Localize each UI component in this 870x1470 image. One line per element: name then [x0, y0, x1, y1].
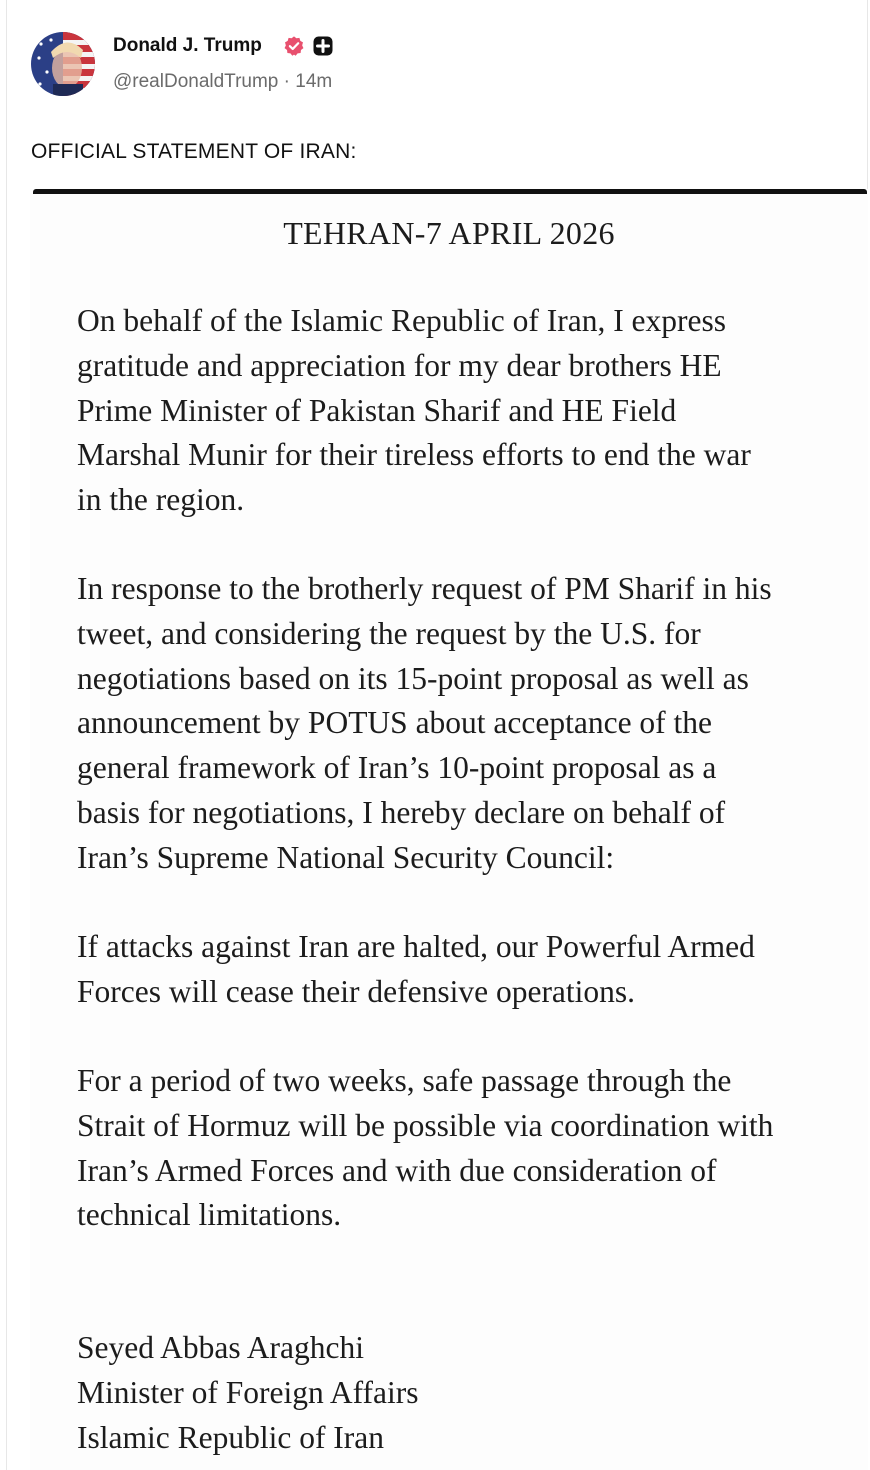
document-top-edge	[33, 189, 867, 194]
statement-image[interactable]	[30, 189, 868, 1470]
document-line: If attacks against Iran are halted, our Powerful Armed	[77, 929, 755, 964]
document-line: In response to the brotherly request of PM Sharif in his	[77, 571, 772, 606]
author-handle[interactable]: @realDonaldTrump	[113, 71, 279, 92]
document-line: technical limitations.	[77, 1197, 342, 1233]
document-title: TEHRAN-7 APRIL 2026	[283, 215, 615, 251]
verified-badge-icon	[283, 35, 305, 57]
document-line: announcement by POTUS about acceptance of the	[77, 705, 713, 741]
author-display-name[interactable]: Donald J. Trump	[113, 35, 262, 56]
signatory-name: Seyed Abbas Araghchi	[77, 1330, 364, 1365]
meta-separator: ·	[283, 71, 290, 92]
document-signature	[77, 1326, 419, 1460]
document-line: Marshal Munir for their tireless efforts to end the war	[77, 437, 751, 473]
plus-badge-icon	[313, 36, 333, 56]
document-line: For a period of two weeks, safe passage through the	[77, 1063, 732, 1098]
document-line: tweet, and considering the request by the U.S. for	[77, 615, 701, 651]
document-paragraph-4	[77, 1059, 773, 1238]
document-paragraph-3	[77, 925, 755, 1015]
document-line: Iran’s Armed Forces and with due consideration of	[77, 1152, 717, 1188]
document-line: Forces will cease their defensive operations.	[77, 973, 636, 1009]
document-line: basis for negotiations, I hereby declare on behalf of	[77, 794, 726, 830]
author-meta	[113, 71, 332, 93]
document-line: Iran’s Supreme National Security Council:	[77, 839, 615, 875]
signatory-title: Minister of Foreign Affairs	[77, 1374, 419, 1410]
document-line: in the region.	[77, 482, 245, 518]
post-text: OFFICIAL STATEMENT OF IRAN:	[31, 140, 357, 163]
author-avatar[interactable]	[31, 32, 95, 96]
avatar-image	[31, 32, 95, 96]
signatory-country: Islamic Republic of Iran	[77, 1419, 385, 1455]
document-line: On behalf of the Islamic Republic of Iran, I express	[77, 303, 727, 338]
document-paragraph-1	[77, 299, 751, 523]
document-line: Strait of Hormuz will be possible via coordination with	[77, 1107, 774, 1143]
document-line: general framework of Iran’s 10-point proposal as a	[77, 750, 717, 786]
document-line: negotiations based on its 15-point proposal as well as	[77, 660, 749, 696]
document-line: gratitude and appreciation for my dear brothers HE	[77, 347, 722, 383]
document-line: Prime Minister of Pakistan Sharif and HE Field	[77, 392, 677, 428]
post-timestamp[interactable]: 14m	[295, 71, 333, 92]
document-paragraph-2	[77, 567, 772, 881]
